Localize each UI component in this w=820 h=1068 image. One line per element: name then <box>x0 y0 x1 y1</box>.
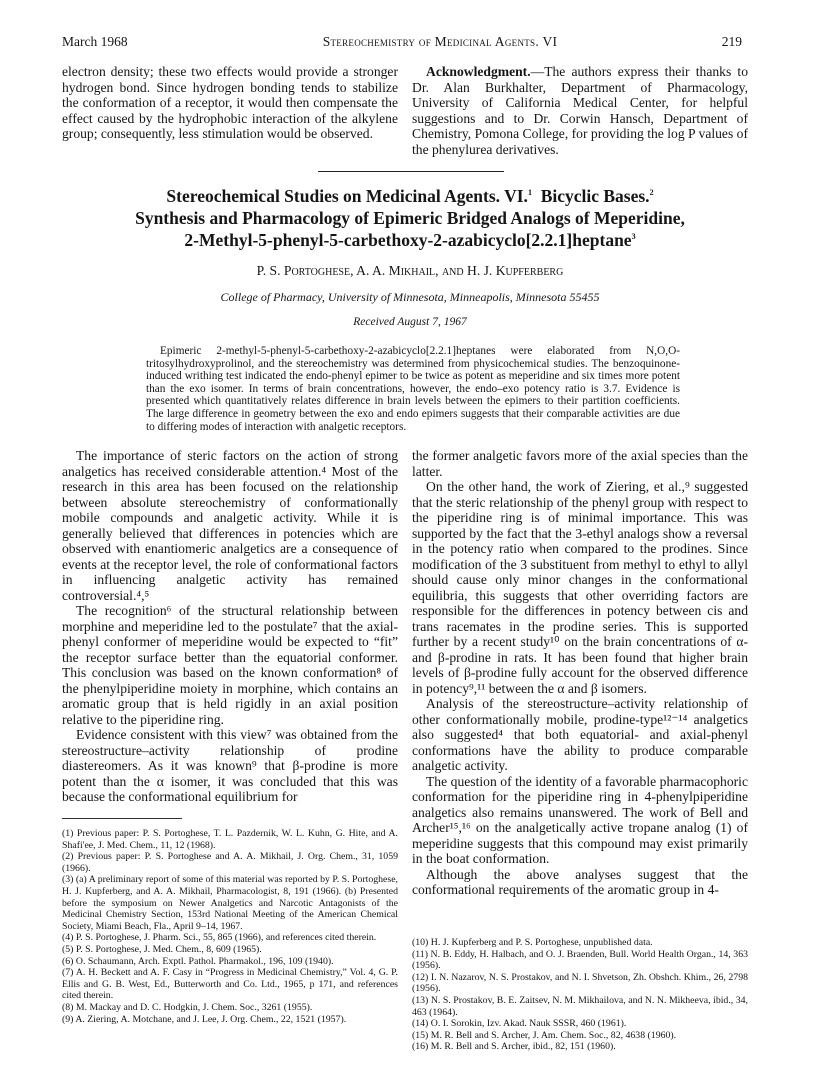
body-paragraph: The importance of steric factors on the action of strong analgetics has received considerable attention.⁴ Most of the research in this area has been focused on the relationship between absolute stereochemistry of conformationally mobile compounds and analgetic activity. While it is generally believed that differences in potencies which are observed with enantiomeric analgetics are a consequence of events at the receptor level, the role of conformational factors in influencing analgetic activity has remained controversial.⁴,⁵ <box>62 448 398 603</box>
body-left-column <box>62 448 398 805</box>
footnote: (5) P. S. Portoghese, J. Med. Chem., 8, 609 (1965). <box>62 943 262 955</box>
body-paragraph: The recognition⁶ of the structural relationship between morphine and meperidine led to the postulate⁷ that the axial-phenyl conformer of meperidine would be expected to “fit” the receptor surface better than the equatorial conformer. This conclusion was based on the known conformation⁸ of the phenylpiperidine moiety in morphine, which contains an aromatic group that is held rigidly in an axial position relative to the piperidine ring. <box>62 603 398 727</box>
article-abstract: Epimeric 2-methyl-5-phenyl-5-carbethoxy-2-azabicyclo[2.2.1]heptanes were elaborated from N,O,O-tritosylhydroxyprolinol, and the stereochemistry was determined from physicochemical studies. The benzoquinone-induced writhing test indicated the endo-phenyl epimer to be twice as potent as meperidine and six times more potent than the exo isomer. In terms of brain concentrations, however, the endo–exo potency ratio is 3.7. Evidence is presented which quantitatively relates difference in brain levels between the epimers to their partition coefficients. The large difference in geometry between the exo and endo epimers suggests that their comparable activities are due to differing modes of interaction with analgetic receptors. <box>146 345 680 433</box>
footnote: (10) H. J. Kupferberg and P. S. Portoghese, unpublished data. <box>412 937 653 948</box>
footnote: (14) O. I. Sorokin, Izv. Akad. Nauk SSSR, 460 (1961). <box>412 1018 627 1030</box>
prev-article-left-column <box>62 64 398 142</box>
article-received-date: Received August 7, 1967 <box>353 316 467 328</box>
footnotes-left <box>62 818 398 1025</box>
footnote: (2) Previous paper: P. S. Portoghese and A. A. Mikhail, J. Org. Chem., 31, 1059 (1966). <box>62 851 398 874</box>
footnote: (13) N. S. Prostakov, B. E. Zaitsev, N. M. Mikhailova, and N. N. Mikheeva, ibid., 34, 463 (1964). <box>412 994 748 1018</box>
acknowledgment-paragraph <box>412 64 748 157</box>
body-paragraph: On the other hand, the work of Ziering, et al.,⁹ suggested that the steric relationship of the phenyl group with respect to the piperidine ring is of minimal importance. This was supported by the fact that the 3-ethyl analogs show a reversal in the potency ratio when compared to the prodines. Since modification of the 3 substituent from methyl to ethyl to allyl should cause only minor changes in the conformational equilibria, this suggests that other overriding factors are responsible for the differences in potency between cis and trans racemates in the prodine series. This is supported further by a recent study¹⁰ on the brain concentrations of α- and β-prodine in rats. It has been found that higher brain levels of β-prodine fully account for the observed difference in potency⁹,¹¹ between the α and β isomers. <box>412 479 748 696</box>
title-part-2: Bicyclic Bases. <box>531 186 650 206</box>
body-paragraph: The question of the identity of a favorable pharmacophoric conformation for the piperidine ring in 4-phenylpiperidine analgetics also remains unanswered. The work of Bell and Archer¹⁵,¹⁶ on the analgetically active tropane analog (1) of meperidine suggests that this compound may exist primarily in the boat conformation. <box>412 773 748 866</box>
title-line-3 <box>60 229 760 251</box>
footnote: (4) P. S. Portoghese, J. Pharm. Sci., 55, 865 (1966), and references cited therein. <box>62 932 377 944</box>
page-number: 219 <box>721 34 742 49</box>
acknowledgment-heading: Acknowledgment. <box>426 64 531 79</box>
acknowledgment-text: —The authors express their thanks to Dr. Alan Burkhalter, Department of Pharmacology, University of California Medical Center, for helpful suggestions and to Dr. Corwin Hansch, Department of Chemistry, Pomona College, for providing the log P values of the phenylurea derivatives. <box>412 64 748 157</box>
footnote: (11) N. B. Eddy, H. Halbach, and O. J. Braenden, Bull. World Health Organ., 14, 363 (1956). <box>412 948 748 972</box>
article-affiliation: College of Pharmacy, University of Minnesota, Minneapolis, Minnesota 55455 <box>220 290 600 304</box>
header-date: March 1968 <box>62 34 128 49</box>
footnote: (8) M. Mackay and D. C. Hodgkin, J. Chem. Soc., 3261 (1955). <box>62 1001 313 1013</box>
footnote: (3) (a) A preliminary report of some of this material was reported by P. S. Portoghese, H. J. Kupferberg, and A. A. Mikhail, Pharmacologist, 8, 191 (1966). (b) Presented before the symposium on Newer Analgetics and Narcotic Antagonists of the Medicinal Chemistry Section, 153rd National Meeting of the American Chemical Society, Miami Beach, Fla., April 9–14, 1967. <box>62 874 398 932</box>
section-divider <box>318 171 504 172</box>
title-line-2: Synthesis and Pharmacology of Epimeric Bridged Analogs of Meperidine, <box>135 208 685 228</box>
footnote: (7) A. H. Beckett and A. F. Casy in “Progress in Medicinal Chemistry,” Vol. 4, G. P. Ellis and G. B. West, Ed., Butterworth and Co. Ltd., 1965, p 171, and references cited therein. <box>62 967 398 1002</box>
prev-article-paragraph: electron density; these two effects would provide a stronger hydrogen bond. Since hydrogen bonding tends to stabilize the conformation of a receptor, it would then compensate the effect caused by the hydrophobic interaction of the alkylene group; consequently, less stimulation would be observed. <box>62 64 398 141</box>
article-title <box>60 185 760 251</box>
title-part-3: 2-Methyl-5-phenyl-5-carbethoxy-2-azabicyclo[2.2.1]heptane <box>184 230 632 250</box>
footnote: (15) M. R. Bell and S. Archer, J. Am. Chem. Soc., 82, 4638 (1960). <box>412 1029 677 1041</box>
footnote: (9) A. Ziering, A. Motchane, and J. Lee, J. Org. Chem., 22, 1521 (1957). <box>62 1013 347 1025</box>
body-paragraph: Evidence consistent with this view⁷ was obtained from the stereostructure–activity relationship of prodine diastereomers. As it was known⁹ that β-prodine is more potent than the α isomer, it was concluded that this was because the conformational equilibrium for <box>62 727 398 804</box>
body-right-column <box>412 448 748 898</box>
title-footnote-3: 3 <box>631 232 636 242</box>
footnote-rule <box>62 818 182 819</box>
footnote: (6) O. Schaumann, Arch. Exptl. Pathol. Pharmakol., 196, 109 (1940). <box>62 955 334 967</box>
body-paragraph: the former analgetic favors more of the axial species than the latter. <box>412 448 748 479</box>
title-footnote-2: 2 <box>649 188 654 198</box>
acknowledgment-section <box>412 64 748 157</box>
footnotes-right <box>412 937 748 1053</box>
footnote: (12) I. N. Nazarov, N. S. Prostakov, and N. I. Shvetson, Zh. Obshch. Khim., 26, 2798 (1956). <box>412 971 748 995</box>
footnote: (1) Previous paper: P. S. Portoghese, T. L. Pazdernik, W. L. Kuhn, G. Hite, and A. Shafi'ee, J. Med. Chem., 11, 12 (1968). <box>62 828 398 851</box>
title-part-1: Stereochemical Studies on Medicinal Agents. VI. <box>166 186 528 206</box>
footnote: (16) M. R. Bell and S. Archer, ibid., 82, 151 (1960). <box>412 1041 616 1053</box>
header-running-title: Stereochemistry of Medicinal Agents. VI <box>322 34 558 49</box>
body-paragraph: Although the above analyses suggest that the conformational requirements of the aromatic group in 4- <box>412 866 748 897</box>
article-authors: P. S. Portoghese, A. A. Mikhail, and H. J. Kupferberg <box>256 263 564 278</box>
title-line-1 <box>60 185 760 207</box>
title-footnote-1: 1 <box>527 188 532 198</box>
body-paragraph: Analysis of the stereostructure–activity relationship of other conformationally mobile, prodine-type¹²⁻¹⁴ analgetics also suggested⁴ that both equatorial- and axial-phenyl conformations have the ability to produce comparable analgetic activity. <box>412 696 748 773</box>
